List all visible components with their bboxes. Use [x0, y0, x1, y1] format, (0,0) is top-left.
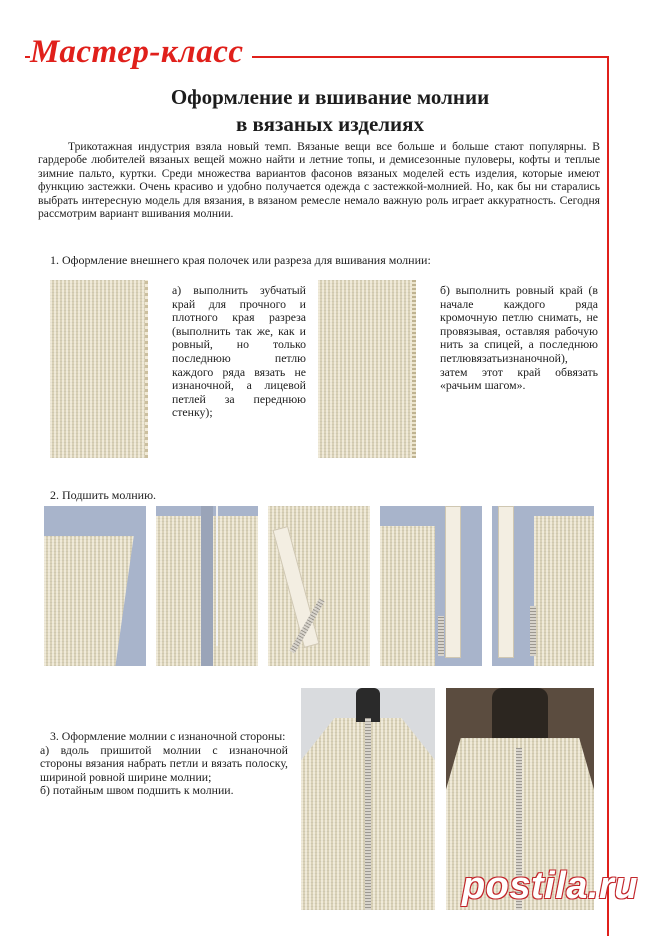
section-header: Мастер-класс: [30, 34, 252, 71]
photo-zip-5: [492, 506, 594, 666]
intro-paragraph: Трикотажная индустрия взяла новый темп. Вязаные вещи все больше и больше стают популярны. В гардеробе любителей вязаных вещей можно найти и летние топы, и демисезонные пуловеры, кофты и теплые зимние пальто, куртки. Среди множества вариантов фасонов вязаных моделей есть изделия, которые имеют функцию застежки. Очень красиво и удобно получается одежда с застежкой-молнией. Но, как бы ни старались выбрать интересную модель для вязания, в вязаном ремесле немало важную роль играет аккуратность. Сегодня рассмотрим вариант вшивания молнии.: [38, 140, 600, 221]
step3-heading: 3. Оформление молнии с изнаночной стороны:: [50, 729, 286, 743]
photo-zip-3: [268, 506, 370, 666]
photo-zip-1: [44, 506, 146, 666]
photo-zip-4: [380, 506, 482, 666]
step2-heading: 2. Подшить молнию.: [50, 488, 157, 502]
photo-sweater-front: [301, 688, 435, 910]
photo-straight-edge: [318, 280, 426, 458]
step1-option-a: а) выполнить зубчатый край для прочного и плотного края разреза (выполнить так же, как и ровный, но только последнюю петлю каждого ряда вязать не изнаночной, а лицевой петлей за переднюю стенку);: [172, 283, 306, 420]
photo-serrated-edge: [50, 280, 162, 458]
article-title: [60, 84, 600, 138]
title-line-1: Оформление и вшивание молнии: [170, 85, 490, 109]
watermark-logo: postila.ru: [461, 865, 638, 907]
photo-zip-2: [156, 506, 258, 666]
step1-option-b: б) выполнить ровный край (в начале каждого ряда кромочную петлю снимать, не провязывая, оставляя рабочую нить за спицей, а последнюю петлювязатьизнаночной), затем этот край обвязать «рачьим шагом».: [440, 283, 598, 393]
step3-item-b: б) потайным швом подшить к молнии.: [40, 783, 234, 798]
title-line-2: в вязаных изделиях: [235, 112, 425, 136]
step3-text: [40, 730, 288, 798]
step1-heading: 1. Оформление внешнего края полочек или разреза для вшивания молнии:: [50, 253, 431, 267]
step3-item-a: а) вдоль пришитой молнии с изнаночной стороны вязания набрать петли и вязать полоску, шириной ровной ширине молнии;: [40, 742, 288, 784]
